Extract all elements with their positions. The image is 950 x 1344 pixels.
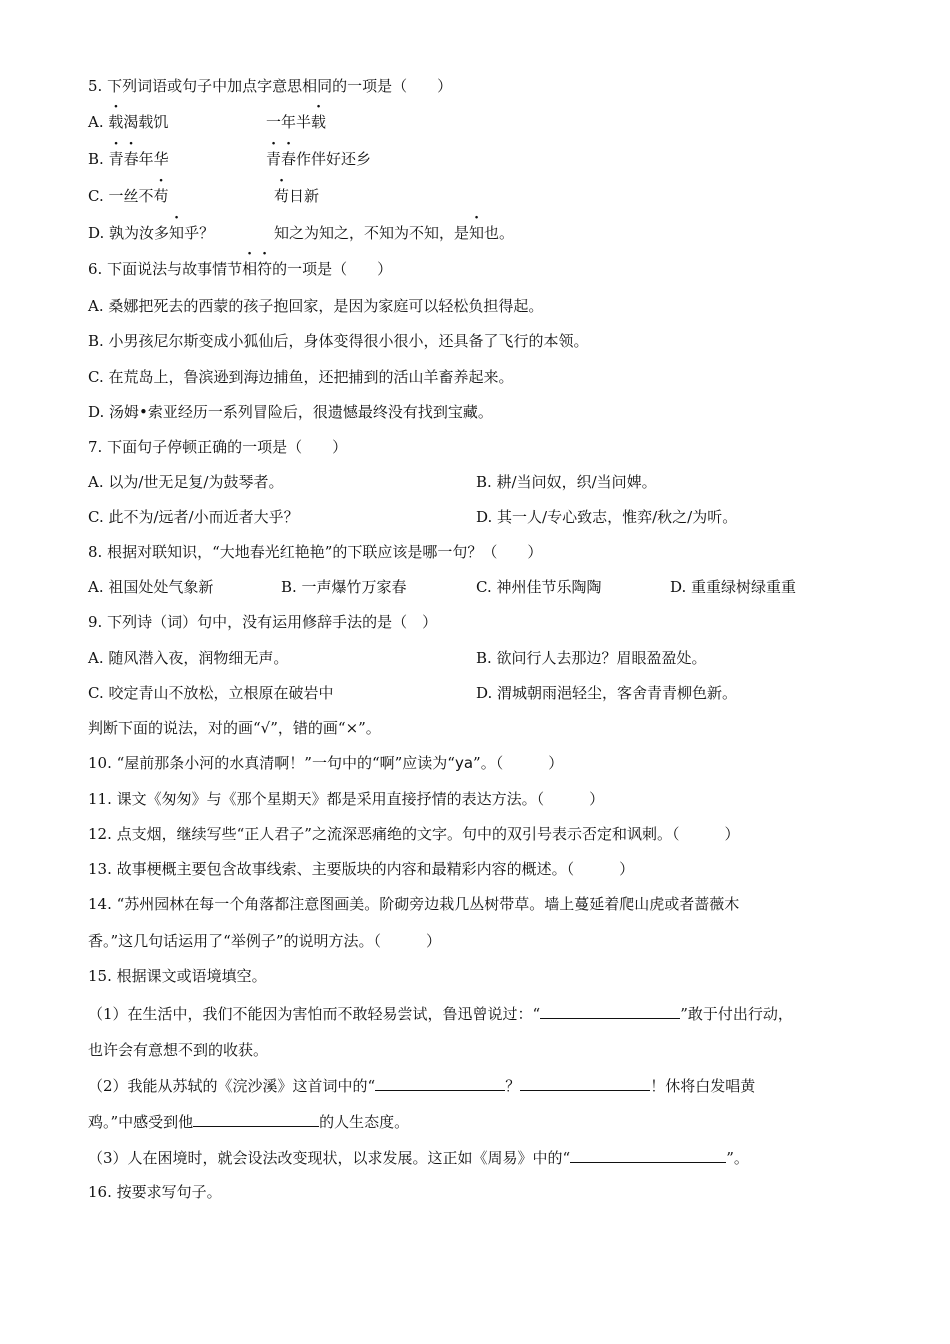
q13: 13. 故事梗概主要包含故事线索、主要版块的内容和最精彩内容的概述。（ ） (88, 860, 635, 878)
q5-option-b-right: 青春作伴好还乡 (266, 150, 372, 168)
q5-option-d-right: 知之为知之，不知为不知，是知也。 (274, 224, 515, 242)
dot-char: 相 (242, 260, 258, 278)
q6-option-d: D. 汤姆•索亚经历一系列冒险后，很遗憾最终没有找到宝藏。 (88, 403, 493, 421)
q12: 12. 点支烟，继续写些“正人君子”之流深恶痛绝的文字。句中的双引号表示否定和讽刺。（ ） (88, 825, 740, 843)
q15-sub2: （2）我能从苏轼的《浣沙溪》这首词中的“ ？ ！休将白发唱黄 (88, 1077, 756, 1095)
dot-char: 知 (469, 224, 485, 242)
q15-stem: 15. 根据课文或语境填空。 (88, 967, 267, 985)
q10: 10. “屋前那条小河的水真清啊！”一句中的“啊”应读为“ya”。（ ） (88, 754, 564, 772)
fill-blank[interactable] (540, 1003, 680, 1019)
fill-blank[interactable] (520, 1075, 650, 1091)
q14-line1: 14. “苏州园林在每一个角落都注意图画美。阶砌旁边栽几丛树带草。墙上蔓延着爬山虎或者蔷薇木 (88, 895, 740, 913)
q16-stem: 16. 按要求写句子。 (88, 1183, 222, 1201)
q6-option-a: A. 桑娜把死去的西蒙的孩子抱回家，是因为家庭可以轻松负担得起。 (88, 297, 544, 315)
q9-stem: 9. 下列诗（词）句中，没有运用修辞手法的是（ ） (88, 613, 438, 631)
q7-option-a: A. 以为/世无足复/为鼓琴者。 (88, 473, 284, 491)
dot-char: 春 (123, 150, 139, 168)
dot-char: 知 (169, 224, 185, 242)
q7-stem: 7. 下面句子停顿正确的一项是（ ） (88, 438, 348, 456)
q8-option-a: A. 祖国处处气象新 (88, 578, 214, 596)
q8-option-b: B. 一声爆竹万家春 (281, 578, 407, 596)
q15-sub1-line2: 也许会有意想不到的收获。 (88, 1041, 269, 1059)
q5-option-a-right: 一年半载 (266, 113, 327, 131)
q15-sub3: （3）人在困境时，就会设法改变现状，以求发展。这正如《周易》中的“ ”。 (88, 1149, 749, 1167)
q5-stem: 5. 下列词语或句子中加点字意思相同的一项是（ ） (88, 77, 453, 95)
q5-option-b-left: B. 青春年华 (88, 150, 169, 168)
q15-sub1: （1）在生活中，我们不能因为害怕而不敢轻易尝试，鲁迅曾说过：“ ”敢于付出行动， (88, 1005, 793, 1023)
q8-option-c: C. 神州佳节乐陶陶 (476, 578, 602, 596)
q11: 11. 课文《匆匆》与《那个星期天》都是采用直接抒情的表达方法。（ ） (88, 790, 605, 808)
q6-option-b: B. 小男孩尼尔斯变成小狐仙后，身体变得很小很小，还具备了飞行的本领。 (88, 332, 589, 350)
q8-option-d: D. 重重绿树绿重重 (670, 578, 797, 596)
dot-char: 苟 (274, 187, 290, 205)
q9-option-c: C. 咬定青山不放松，立根原在破岩中 (88, 684, 334, 702)
q5-option-c-left: C. 一丝不苟 (88, 187, 169, 205)
dot-char: 苟 (153, 187, 169, 205)
q7-option-c: C. 此不为/远者/小而近者大乎？ (88, 508, 299, 526)
dot-char: 青 (108, 150, 124, 168)
q9-option-d: D. 渭城朝雨浥轻尘，客舍青青柳色新。 (476, 684, 738, 702)
q14-line2: 香。”这几句话运用了“举例子”的说明方法。（ ） (88, 932, 442, 950)
dot-char: 春 (281, 150, 297, 168)
judge-intro: 判断下面的说法，对的画“√”，错的画“×”。 (88, 719, 381, 737)
pinyin: ya (454, 754, 474, 772)
fill-blank[interactable] (570, 1147, 726, 1163)
q6-stem: 6. 下面说法与故事情节相符的一项是（ ） (88, 260, 393, 278)
q5-option-a-left: A. 载渴载饥 (88, 113, 169, 131)
q9-option-b: B. 欲问行人去那边？眉眼盈盈处。 (476, 649, 707, 667)
q7-option-b: B. 耕/当问奴，织/当问婢。 (476, 473, 657, 491)
q7-option-d: D. 其一人/专心致志，惟弈/秋之/为听。 (476, 508, 738, 526)
q6-option-c: C. 在荒岛上，鲁滨逊到海边捕鱼，还把捕到的活山羊畜养起来。 (88, 368, 514, 386)
q5-option-d-left: D. 孰为汝多知乎？ (88, 224, 215, 242)
fill-blank[interactable] (375, 1075, 505, 1091)
dot-char: 载 (311, 113, 327, 131)
dot-char: 符 (257, 260, 273, 278)
q5-option-c-right: 苟日新 (274, 187, 320, 205)
dot-char: 载 (108, 113, 124, 131)
fill-blank[interactable] (193, 1111, 319, 1127)
q9-option-a: A. 随风潜入夜，润物细无声。 (88, 649, 289, 667)
q8-stem: 8. 根据对联知识，“大地春光红艳艳”的下联应该是哪一句？（ ） (88, 543, 543, 561)
q15-sub2-line2: 鸡。”中感受到他 的人生态度。 (88, 1113, 410, 1131)
dot-char: 青 (266, 150, 282, 168)
